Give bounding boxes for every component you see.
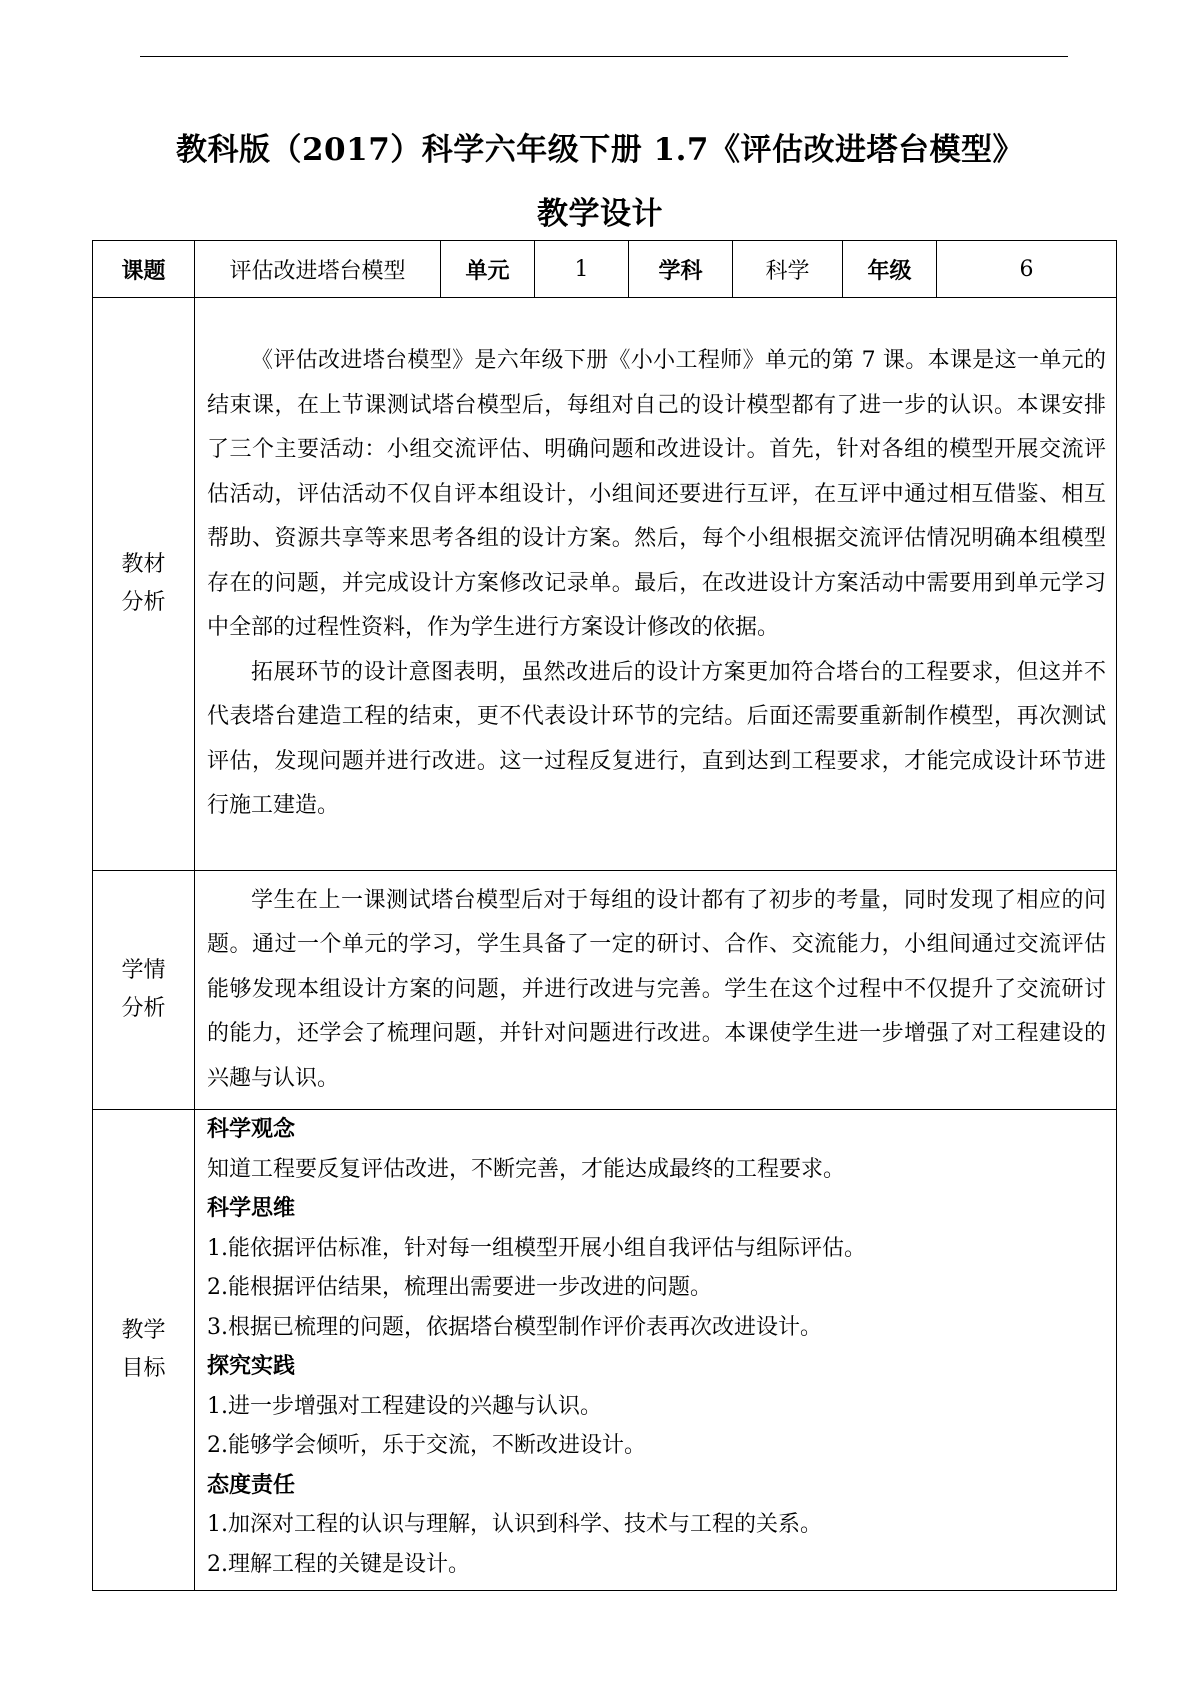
grade-value: 6	[937, 241, 1117, 298]
document-subtitle: 教学设计	[537, 196, 663, 232]
goal-item: 2.能根据评估结果，梳理出需要进一步改进的问题。	[207, 1275, 712, 1300]
student-analysis-row	[93, 871, 1117, 1110]
student-analysis-text	[195, 871, 1117, 1110]
subject-label: 学科	[629, 241, 733, 298]
student-analysis-label: 学情 分析	[93, 871, 195, 1110]
grade-label: 年级	[843, 241, 937, 298]
document-title: 教科版（2017）科学六年级下册 1.7《评估改进塔台模型》	[175, 132, 1024, 168]
unit-value: 1	[535, 241, 629, 298]
material-paragraph-2: 拓展环节的设计意图表明，虽然改进后的设计方案更加符合塔台的工程要求，但这并不代表塔台建造工程的结束，更不代表设计环节的完结。后面还需要重新制作模型，再次测试评估，发现问题并进行改进。这一过程反复进行，直到达到工程要求，才能完成设计环节进行施工建造。	[207, 659, 1106, 819]
goal-heading: 探究实践	[207, 1354, 296, 1379]
student-paragraph: 学生在上一课测试塔台模型后对于每组的设计都有了初步的考量，同时发现了相应的问题。通过一个单元的学习，学生具备了一定的研讨、合作、交流能力，小组间通过交流评估能够发现本组设计方案的问题，并进行改进与完善。学生在这个过程中不仅提升了交流研讨的能力，还学会了梳理问题，并针对问题进行改进。本课使学生进一步增强了对工程建设的兴趣与认识。	[207, 887, 1106, 1091]
topic-label: 课题	[93, 241, 195, 298]
goal-item: 1.加深对工程的认识与理解，认识到科学、技术与工程的关系。	[207, 1512, 822, 1537]
material-analysis-label: 教材 分析	[93, 298, 195, 871]
topic-value: 评估改进塔台模型	[195, 241, 441, 298]
goal-heading: 科学思维	[207, 1196, 296, 1221]
material-analysis-text	[195, 298, 1117, 871]
goal-item: 2.能够学会倾听，乐于交流，不断改进设计。	[207, 1433, 646, 1458]
teaching-goals-row	[93, 1110, 1117, 1591]
info-row	[93, 241, 1117, 298]
goal-heading: 科学观念	[207, 1117, 296, 1142]
header-rule	[140, 56, 1068, 57]
material-analysis-row	[93, 298, 1117, 871]
material-paragraph-1: 《评估改进塔台模型》是六年级下册《小小工程师》单元的第 7 课。本课是这一单元的结束课，在上节课测试塔台模型后，每组对自己的设计模型都有了进一步的认识。本课安排了三个主要活动：小组交流评估、明确问题和改进设计。首先，针对各组的模型开展交流评估活动，评估活动不仅自评本组设计，小组间还要进行互评，在互评中通过相互借鉴、相互帮助、资源共享等来思考各组的设计方案。然后，每个小组根据交流评估情况明确本组模型存在的问题，并完成设计方案修改记录单。最后，在改进设计方案活动中需要用到单元学习中全部的过程性资料，作为学生进行方案设计修改的依据。	[207, 348, 1106, 641]
unit-label: 单元	[441, 241, 535, 298]
goal-item: 知道工程要反复评估改进，不断完善，才能达成最终的工程要求。	[207, 1156, 846, 1182]
subject-value: 科学	[733, 241, 843, 298]
goal-heading: 态度责任	[207, 1472, 296, 1498]
goal-item: 1.能依据评估标准，针对每一组模型开展小组自我评估与组际评估。	[207, 1235, 866, 1261]
teaching-goals-list	[195, 1110, 1117, 1591]
teaching-goals-label: 教学 目标	[93, 1110, 195, 1591]
goal-item: 1.进一步增强对工程建设的兴趣与认识。	[207, 1393, 602, 1419]
goal-item: 2.理解工程的关键是设计。	[207, 1551, 470, 1577]
lesson-plan-table	[92, 240, 1117, 1591]
goal-item: 3.根据已梳理的问题，依据塔台模型制作评价表再次改进设计。	[207, 1314, 822, 1340]
